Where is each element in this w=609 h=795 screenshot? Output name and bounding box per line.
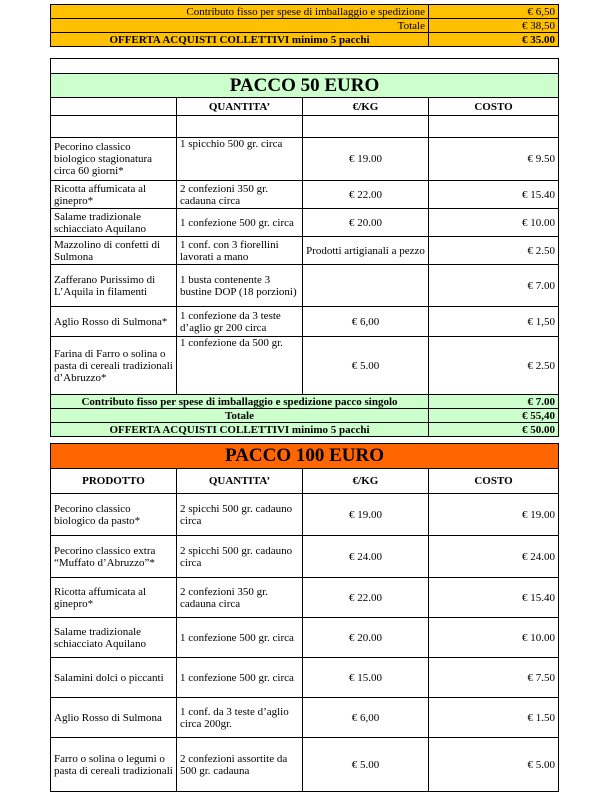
footer-label: Totale — [51, 409, 429, 423]
cost-cell: € 15.40 — [429, 578, 559, 618]
column-header: COSTO — [429, 469, 559, 494]
pacco-50-title: PACCO 50 EURO — [51, 74, 559, 98]
quantity-cell: 1 busta contenente 3 bustine DOP (18 porzioni) — [177, 265, 303, 307]
price-per-kg-cell: € 6,00 — [303, 698, 429, 738]
product-cell: Ricotta affumicata al ginepro* — [51, 181, 177, 209]
column-header: COSTO — [429, 98, 559, 116]
footer-value: € 7.00 — [429, 395, 559, 409]
cost-cell: € 1.50 — [429, 698, 559, 738]
footer-row — [51, 423, 559, 437]
cost-cell: € 19.00 — [429, 494, 559, 536]
price-per-kg-cell: € 24.00 — [303, 536, 429, 578]
table-row — [51, 337, 559, 395]
table-row — [51, 237, 559, 265]
product-cell: Salamini dolci o piccanti — [51, 658, 177, 698]
cost-cell: € 15.40 — [429, 181, 559, 209]
summary-value: € 6,50 — [429, 5, 559, 19]
table-row — [51, 658, 559, 698]
price-per-kg-cell: € 19.00 — [303, 138, 429, 181]
column-header: PRODOTTO — [51, 469, 177, 494]
product-cell: Pecorino classico extra “Muffato d’Abruzzo”* — [51, 536, 177, 578]
summary-label: Totale — [51, 19, 429, 33]
price-per-kg-cell: € 22.00 — [303, 181, 429, 209]
quantity-cell: 2 confezioni 350 gr. cadauna circa — [177, 578, 303, 618]
table-row — [51, 494, 559, 536]
cost-cell: € 1,50 — [429, 307, 559, 337]
cost-cell: € 24.00 — [429, 536, 559, 578]
product-cell: Farina di Farro o solina o pasta di cereali tradizionali d’Abruzzo* — [51, 337, 177, 395]
quantity-cell: 1 conf. da 3 teste d’aglio circa 200gr. — [177, 698, 303, 738]
price-per-kg-cell: € 22.00 — [303, 578, 429, 618]
pacco-100-title: PACCO 100 EURO — [51, 444, 559, 469]
cost-cell: € 2.50 — [429, 337, 559, 395]
product-cell: Pecorino classico biologico stagionatura circa 60 giorni* — [51, 138, 177, 181]
quantity-cell: 1 confezione da 500 gr. — [177, 337, 303, 395]
table-row — [51, 265, 559, 307]
price-per-kg-cell: € 20.00 — [303, 209, 429, 237]
header-row — [51, 469, 559, 494]
table-row — [51, 698, 559, 738]
column-header: €/KG — [303, 469, 429, 494]
cost-cell: € 7.00 — [429, 265, 559, 307]
table-row — [51, 307, 559, 337]
quantity-cell: 2 confezioni assortite da 500 gr. cadauna — [177, 738, 303, 792]
product-cell: Mazzolino di confetti di Sulmona — [51, 237, 177, 265]
quantity-cell: 1 conf. con 3 fiorellini lavorati a mano — [177, 237, 303, 265]
quantity-cell: 2 spicchi 500 gr. cadauno circa — [177, 536, 303, 578]
previous-package-summary — [50, 4, 559, 47]
table-row — [51, 536, 559, 578]
spacer — [51, 59, 559, 74]
price-per-kg-cell: € 20.00 — [303, 618, 429, 658]
pacco-50-table — [50, 58, 559, 437]
summary-row — [51, 33, 559, 47]
price-per-kg-cell: € 5.00 — [303, 337, 429, 395]
product-cell: Zafferano Purissimo di L’Aquila in filamenti — [51, 265, 177, 307]
product-cell: Salame tradizionale schiacciato Aquilano — [51, 209, 177, 237]
footer-row — [51, 395, 559, 409]
footer-value: € 50.00 — [429, 423, 559, 437]
price-per-kg-cell: € 15.00 — [303, 658, 429, 698]
cost-cell: € 5.00 — [429, 738, 559, 792]
price-per-kg-cell: € 6,00 — [303, 307, 429, 337]
summary-label: Contributo fisso per spese di imballaggio e spedizione — [51, 5, 429, 19]
table-row — [51, 578, 559, 618]
quantity-cell: 1 spicchio 500 gr. circa — [177, 138, 303, 181]
header-row — [51, 98, 559, 116]
summary-label: OFFERTA ACQUISTI COLLETTIVI minimo 5 pacchi — [51, 33, 429, 47]
table-row — [51, 138, 559, 181]
footer-value: € 55,40 — [429, 409, 559, 423]
quantity-cell: 2 spicchi 500 gr. cadauno circa — [177, 494, 303, 536]
cost-cell: € 10.00 — [429, 209, 559, 237]
cost-cell: € 9.50 — [429, 138, 559, 181]
product-cell: Aglio Rosso di Sulmona* — [51, 307, 177, 337]
footer-label: OFFERTA ACQUISTI COLLETTIVI minimo 5 pacchi — [51, 423, 429, 437]
summary-row — [51, 5, 559, 19]
price-per-kg-cell: € 5.00 — [303, 738, 429, 792]
quantity-cell: 1 confezione da 3 teste d’aglio gr 200 circa — [177, 307, 303, 337]
table-row — [51, 181, 559, 209]
cost-cell: € 10.00 — [429, 618, 559, 658]
product-cell: Farro o solina o legumi o pasta di cereali tradizionali — [51, 738, 177, 792]
table-row — [51, 618, 559, 658]
product-cell: Pecorino classico biologico da pasto* — [51, 494, 177, 536]
summary-value: € 38,50 — [429, 19, 559, 33]
cost-cell: € 2.50 — [429, 237, 559, 265]
product-cell: Aglio Rosso di Sulmona — [51, 698, 177, 738]
price-per-kg-cell — [303, 265, 429, 307]
price-per-kg-cell: € 19.00 — [303, 494, 429, 536]
cost-cell: € 7.50 — [429, 658, 559, 698]
footer-label: Contributo fisso per spese di imballaggio e spedizione pacco singolo — [51, 395, 429, 409]
summary-row — [51, 19, 559, 33]
table-row — [51, 209, 559, 237]
quantity-cell: 2 confezioni 350 gr. cadauna circa — [177, 181, 303, 209]
column-header — [51, 98, 177, 116]
column-header: QUANTITA’ — [177, 469, 303, 494]
column-header: €/KG — [303, 98, 429, 116]
table-row — [51, 738, 559, 792]
product-cell: Salame tradizionale schiacciato Aquilano — [51, 618, 177, 658]
summary-value: € 35.00 — [429, 33, 559, 47]
footer-row — [51, 409, 559, 423]
product-cell: Ricotta affumicata al ginepro* — [51, 578, 177, 618]
quantity-cell: 1 confezione 500 gr. circa — [177, 209, 303, 237]
quantity-cell: 1 confezione 500 gr. circa — [177, 618, 303, 658]
pacco-100-table — [50, 443, 559, 792]
column-header: QUANTITA’ — [177, 98, 303, 116]
price-per-kg-cell: Prodotti artigianali a pezzo — [303, 237, 429, 265]
quantity-cell: 1 confezione 500 gr. circa — [177, 658, 303, 698]
